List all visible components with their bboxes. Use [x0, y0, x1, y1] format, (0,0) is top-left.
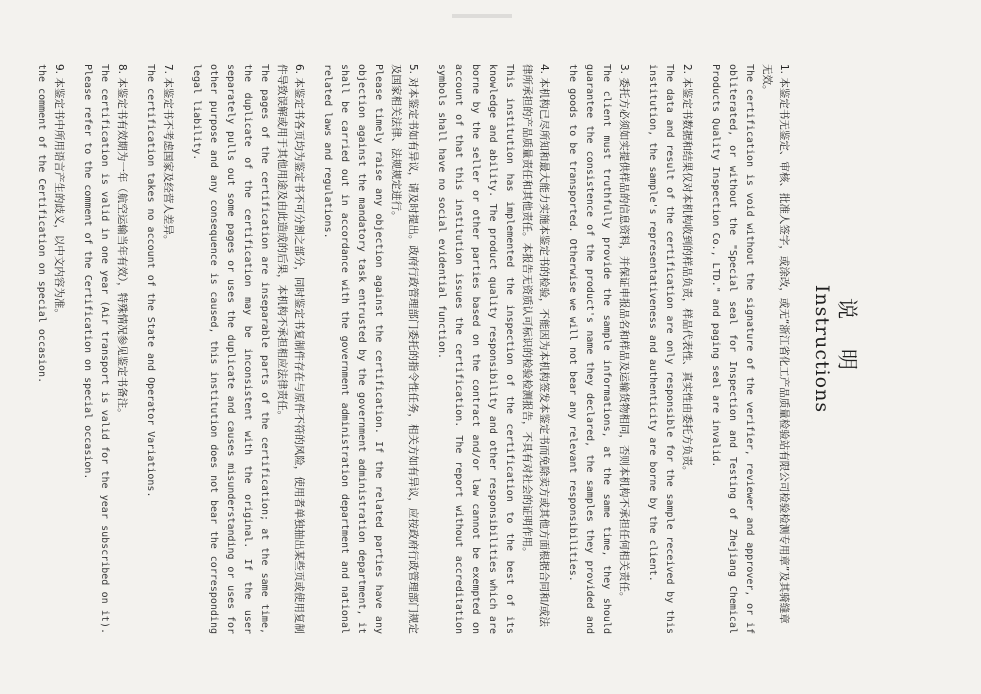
instruction-9-chinese: 9. 本鉴定书中所用语言产生的歧义，以中文内容为准。 [53, 64, 65, 319]
instruction-2-english: The data and result of the certification are only responsible for the sample received by this institution, the sample's representativeness and authenticity are borne by the client. [647, 64, 675, 634]
scan-mark [452, 14, 512, 18]
instructions-heading [810, 64, 860, 634]
instruction-item-4 [433, 64, 552, 634]
heading-chinese: 说明 [835, 298, 859, 400]
instruction-8-chinese: 8. 本鉴定书有效期为一年（航空运输当年有效），特殊情况参见鉴定书备注。 [116, 64, 128, 419]
instruction-6-chinese: 6. 本鉴定书各页均为鉴定书不可分割之部分，同时鉴定书复制件存在与原件不符的风险，使用者单独抽出某些页或使用复制件导致误解或用于其他用途及由此造成的后果，本机构不承担相应法律责任。 [276, 64, 305, 634]
instruction-item-2 [644, 64, 695, 634]
instruction-item-6 [188, 64, 307, 634]
instruction-3-english: The client must truthfully provide the sample informations, at the same time, they should guarantee the consistence of the product's name they declared, the samples they provided and the goods to be transported. Otherwise we will not bear any relevant responsibilities. [567, 64, 612, 634]
instruction-5-chinese: 5. 对本鉴定书如有异议，请及时提出。政府行政管理部门委托的指令性任务，相关方如有异议，应按政府行政管理部门规定及国家相关法律、法规规定进行。 [390, 64, 419, 634]
instructions-sheet [36, 42, 890, 652]
heading-english: Instructions [811, 284, 833, 414]
instruction-item-8 [79, 64, 130, 634]
instruction-item-1 [707, 64, 792, 634]
instruction-2-chinese: 2. 本鉴定书数据和结果仅对本机构收到的样品负责，样品代表性、真实性由委托方负责。 [681, 64, 693, 477]
instruction-3-chinese: 3. 委托方必须如实提供样品的信息资料，并保证申报品名和样品及运输货物相同，否则本机构不承担任何相关责任。 [618, 64, 630, 603]
instruction-9-english: the comment of the Certification on special occasion. [36, 64, 47, 384]
instruction-4-chinese: 4. 本机构已尽所知和最大能力实施本鉴定书的检验，不能因为本机构签发本鉴定书而免除卖方或其他方面根据合同和/或法律所承担的产品质量责任和其他责任。本报告无资质认可标识的检验检测报告，不具有对社会的证明作用。 [521, 64, 550, 627]
instruction-item-3 [564, 64, 632, 634]
instruction-item-7 [142, 64, 176, 634]
instruction-1-chinese: 1. 本鉴定书无鉴定、审核、批准人签字，或涂改，或无“浙江省化工产品质量检验站有限公司检验检测专用章”及其骑缝章无效。 [761, 64, 790, 624]
instruction-7-chinese: 7. 本鉴定书不考虑国家及经营人差异。 [162, 64, 174, 246]
instruction-item-9 [33, 64, 67, 634]
instruction-5-english: Please timely raise any objection against the certification. If the related parties have any objection against the mandatory task entrusted by the government administration department, it shall be carried out in accordance with the government administration department and national related laws and regulations. [322, 64, 384, 634]
instruction-1-english: The certification is void without the signature of the verifier, reviewer and approver, or if obliterated, or without the "Special seal for Inspection and Testing of Zhejiang Chemical Products Quality Inspection Co., LTD." and paging seal are invalid. [710, 64, 755, 634]
instruction-6-english: The pages of the certification are inseparable parts of the certification; at the same time, the duplicate of the certification may be inconsistent with the original. If the user separately pulls out some pages or uses the duplicate and causes misunderstanding or uses for other purpose and any consequence is caused, this institution does not bear the corresponding legal liability. [191, 64, 270, 634]
instruction-7-english: The certification takes no account of the State and Operator Variations. [145, 64, 156, 498]
instruction-4-english: This institution has implemented the inspection of the certification to the best of its knowledge and ability. The product quality responsibility and other responsibilities which are borne by the seller or other parties based on the contract and/or law cannot be exempted on account of that this institution issues the certification. The report without accreditation symbols shall have no social evidential function. [436, 64, 515, 634]
instruction-item-5 [319, 64, 421, 634]
instruction-8-english: The certification is valid in one year (Air transport is valid for the year subscribed on it). Please refer to the comment of the Certification on special occasion. [82, 64, 110, 634]
